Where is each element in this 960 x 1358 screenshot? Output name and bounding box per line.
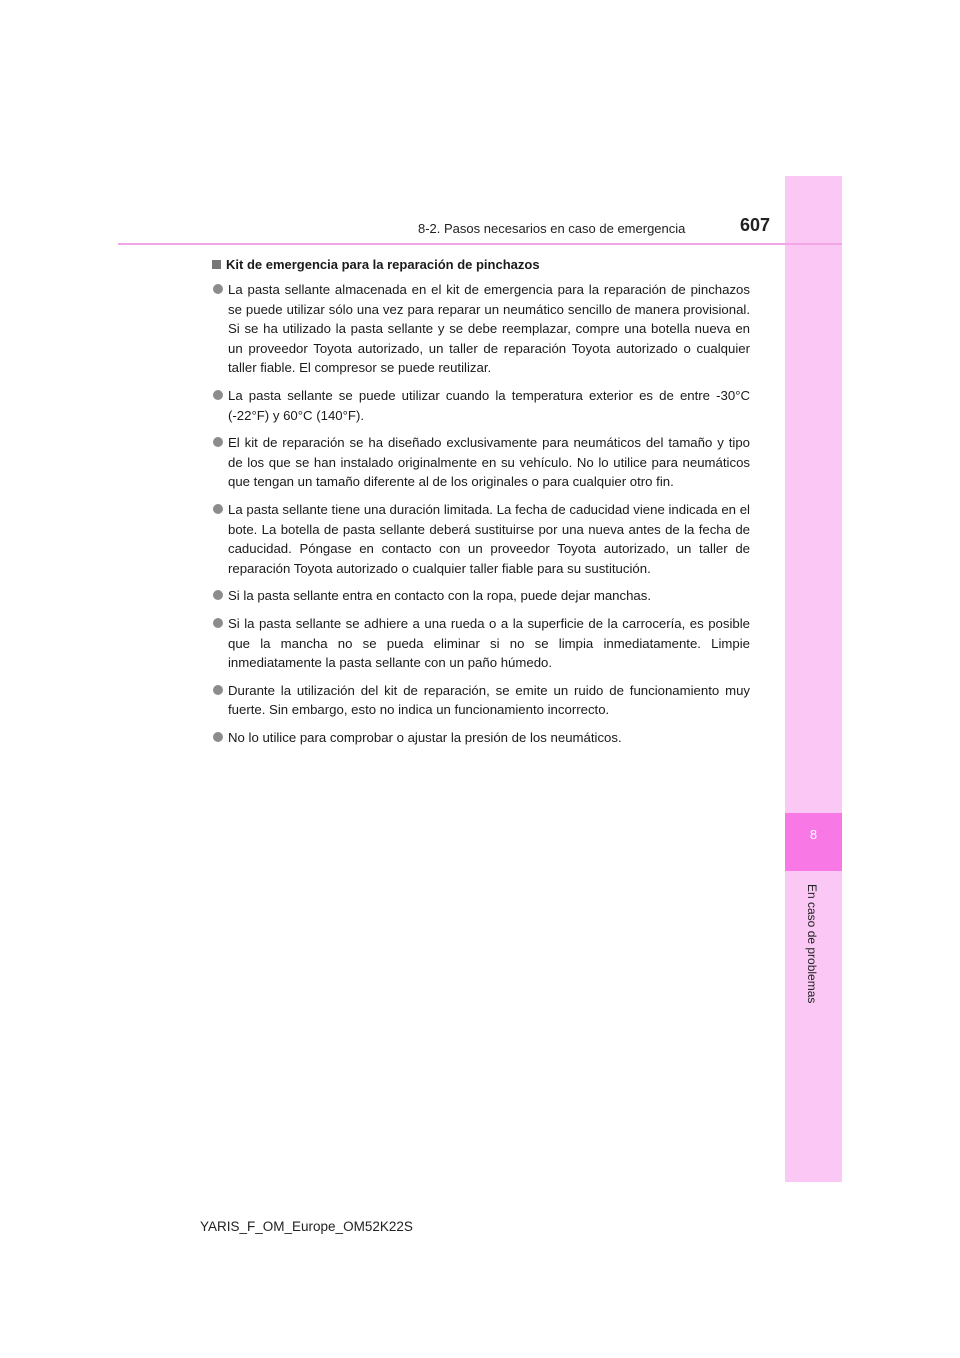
chapter-title-vertical — [801, 884, 823, 1084]
list-item — [212, 386, 750, 425]
page-number: 607 — [740, 215, 771, 235]
circle-bullet-icon — [213, 437, 223, 447]
bullet-text: La pasta sellante almacenada en el kit de emergencia para la reparación de pinchazos se puede utilizar sólo una vez para reparar un neumático sencillo de manera provisional. Si se ha utilizado la pasta sellante y se debe reemplazar, compre una botella nueva en un proveedor Toyota autorizado, un taller de reparación Toyota autorizado o cualquier taller fiable. El compresor se puede reutilizar. — [228, 282, 750, 376]
circle-bullet-icon — [213, 504, 223, 514]
circle-bullet-icon — [213, 590, 223, 600]
list-item — [212, 280, 750, 378]
list-item — [212, 586, 750, 606]
circle-bullet-icon — [213, 390, 223, 400]
list-item — [212, 728, 750, 748]
square-bullet-icon — [212, 260, 221, 269]
header-divider — [118, 243, 842, 245]
header-section-title: 8-2. Pasos necesarios en caso de emergencia — [418, 221, 686, 236]
bullet-text: Si la pasta sellante entra en contacto con la ropa, puede dejar manchas. — [228, 588, 652, 604]
circle-bullet-icon — [213, 284, 223, 294]
section-heading — [212, 256, 750, 274]
circle-bullet-icon — [213, 685, 223, 695]
main-content — [212, 256, 750, 755]
chapter-number: 8 — [809, 827, 818, 842]
list-item — [212, 614, 750, 673]
list-item — [212, 681, 750, 720]
chapter-title: En caso de problemas — [805, 884, 819, 1004]
bullet-text: Durante la utilización del kit de reparación, se emite un ruido de funcionamiento muy fuerte. Sin embargo, esto no indica un funcionamiento incorrecto. — [228, 682, 750, 718]
bullet-text: La pasta sellante tiene una duración limitada. La fecha de caducidad viene indicada en el bote. La botella de pasta sellante deberá sustituirse por una nueva antes de la fecha de caducidad. Póngase en contacto con un proveedor Toyota autorizado, un taller de reparación Toyota autorizado o cualquier taller fiable para su sustitución. — [228, 501, 750, 576]
chapter-side-tab-active — [785, 813, 842, 871]
bullet-text: La pasta sellante se puede utilizar cuando la temperatura exterior es de entre -30°C (-22°F) y 60°C (140°F). — [228, 387, 750, 423]
bullet-text: No lo utilice para comprobar o ajustar la presión de los neumáticos. — [228, 729, 622, 745]
list-item — [212, 433, 750, 492]
circle-bullet-icon — [213, 618, 223, 628]
bullet-list — [212, 280, 750, 747]
bullet-text: Si la pasta sellante se adhiere a una rueda o a la superficie de la carrocería, es posible que la mancha no se pueda eliminar si no se limpia inmediatamente. Limpie inmediatamente la pasta sellante con un paño húmedo. — [228, 615, 750, 671]
circle-bullet-icon — [213, 732, 223, 742]
bullet-text: El kit de reparación se ha diseñado exclusivamente para neumáticos del tamaño y tipo de los que se han instalado originalmente en su vehículo. No lo utilice para neumáticos que tengan un tamaño diferente al de los originales o para cualquier otro fin. — [228, 435, 750, 490]
list-item — [212, 500, 750, 578]
section-heading-text: Kit de emergencia para la reparación de pinchazos — [226, 257, 540, 272]
document-code: YARIS_F_OM_Europe_OM52K22S — [200, 1219, 413, 1234]
